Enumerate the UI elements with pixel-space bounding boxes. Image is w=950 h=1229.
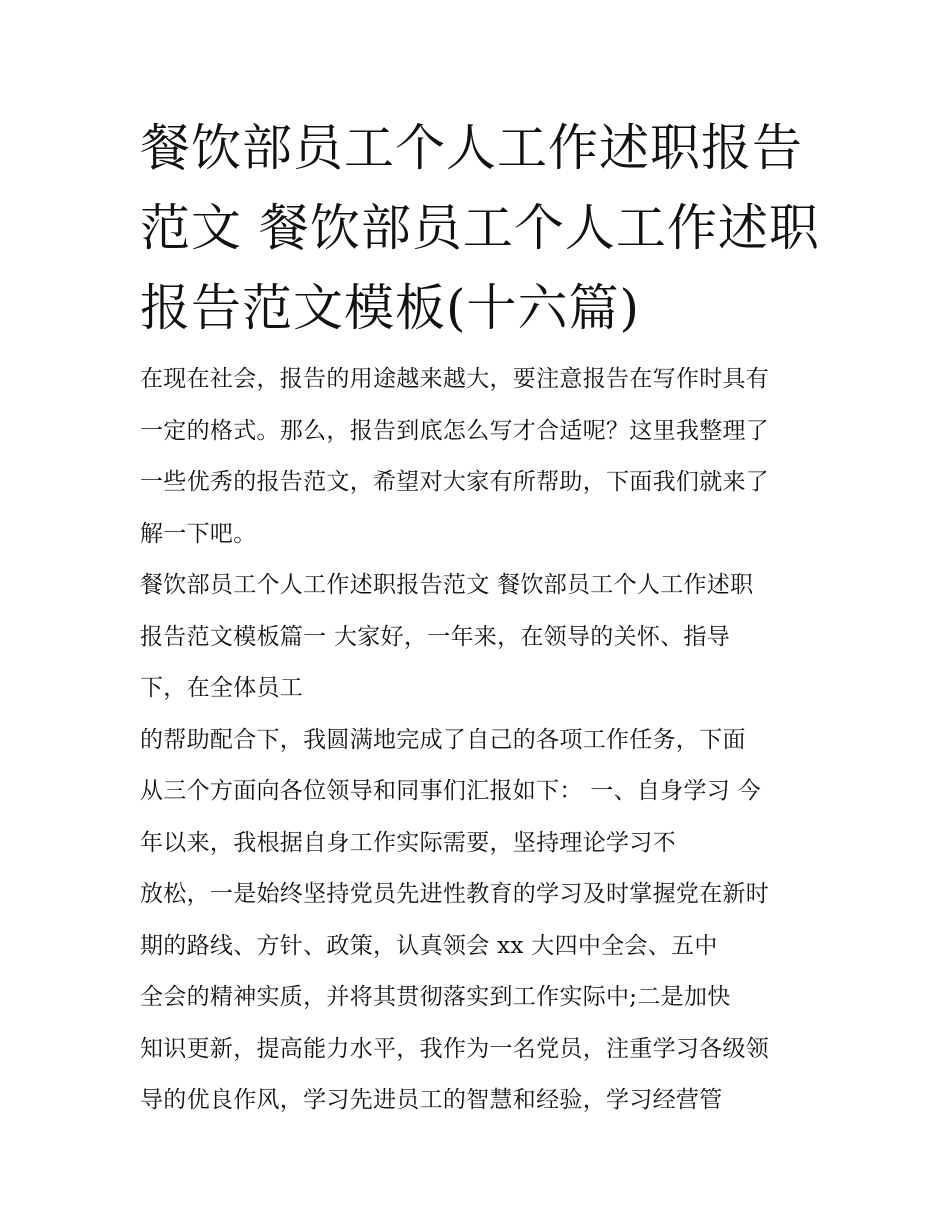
body-line: 年以来，我根据自身工作实际需要，坚持理论学习不	[140, 829, 676, 856]
title-line-1: 餐饮部员工个人工作述职报告	[140, 119, 803, 177]
body-line: 在现在社会，报告的用途越来越大，要注意报告在写作时具有	[140, 366, 770, 392]
body-line: 报告范文模板篇一 大家好，一年来，在领导的关怀、指导	[140, 623, 731, 650]
body-line: 下，在全体员工	[140, 675, 304, 701]
body-line: 放松，一是始终坚持党员先进性教育的学习及时掌握党在新时	[140, 881, 770, 907]
body-line: 一定的格式。那么，报告到底怎么写才合适呢？这里我整理了	[140, 417, 770, 444]
body-line: 餐饮部员工个人工作述职报告范文 餐饮部员工个人工作述职	[140, 572, 754, 598]
body-line: 从三个方面向各位领导和同事们汇报如下： 一、自身学习 今	[140, 778, 762, 804]
body-line: 期的路线、方针、政策，认真领会 xx 大四中全会、五中	[140, 932, 718, 959]
title-line-2: 范文 餐饮部员工个人工作述职	[140, 199, 820, 257]
document-title	[140, 108, 820, 348]
body-line: 知识更新，提高能力水平，我作为一名党员，注重学习各级领	[140, 1035, 770, 1062]
document-body	[140, 354, 820, 1127]
body-line: 导的优良作风，学习先进员工的智慧和经验，学习经营管	[140, 1087, 723, 1113]
body-line: 的帮助配合下，我圆满地完成了自己的各项工作任务，下面	[140, 726, 746, 753]
body-line: 全会的精神实质，并将其贯彻落实到工作实际中;二是加快	[140, 984, 731, 1010]
title-line-3: 报告范文模板(十六篇)	[140, 279, 641, 337]
body-line: 解一下吧。	[140, 520, 257, 547]
body-line: 一些优秀的报告范文，希望对大家有所帮助，下面我们就来了	[140, 469, 770, 495]
